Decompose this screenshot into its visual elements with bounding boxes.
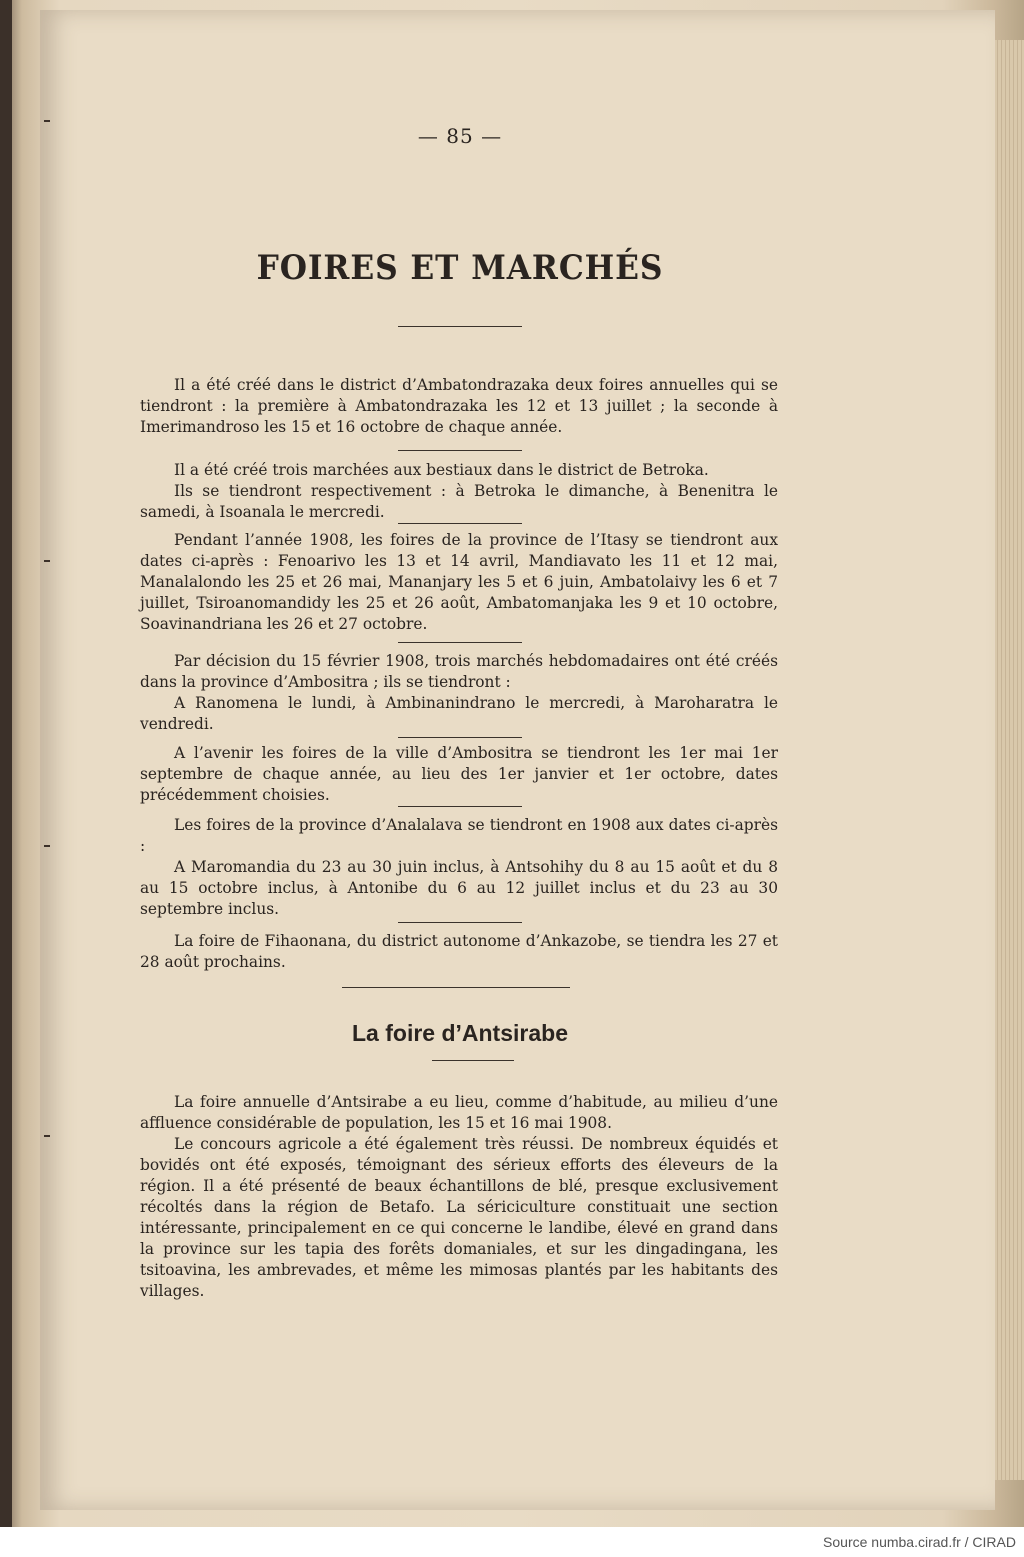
binding-thread-mark bbox=[44, 845, 50, 847]
binding-thread-mark bbox=[44, 560, 50, 562]
page-title: FOIRES ET MARCHÉS bbox=[256, 248, 664, 288]
paragraph-fihaonana: La foire de Fihaonana, du district autonome d’Ankazobe, se tiendra les 27 et 28 août prochains. bbox=[140, 932, 778, 971]
paragraph-divider bbox=[398, 642, 522, 643]
paragraph-ambatondrazaka: Il a été créé dans le district d’Ambatondrazaka deux foires annuelles qui se tiendront : la première à Ambatondrazaka les 12 et 13 juillet ; la seconde à Imerimandroso les 15 et 16 octobre de chaque année. bbox=[140, 376, 778, 436]
source-credit: Source numba.cirad.fr / CIRAD bbox=[823, 1534, 1016, 1550]
paragraph-ambositra-fairs: A l’avenir les foires de la ville d’Ambositra se tiendront les 1er mai 1er septembre de chaque année, au lieu des 1er janvier et 1er octobre, dates précédemment choisies. bbox=[140, 744, 778, 804]
section-title-underline bbox=[432, 1060, 514, 1061]
binding-thread-mark bbox=[44, 120, 50, 122]
paragraph-divider bbox=[398, 806, 522, 807]
binding-thread-mark bbox=[44, 1135, 50, 1137]
page-stack-edge bbox=[994, 40, 1024, 1480]
paragraph-ambositra-markets: Par décision du 15 février 1908, trois marchés hebdomadaires ont été créés dans la province d’Ambositra ; ils se tiendront : A Ranomena le lundi, à Ambinanindrano le mercredi, à Maroharatra le vendredi. bbox=[140, 652, 778, 733]
book-binding-edge bbox=[0, 0, 12, 1527]
paragraph-divider bbox=[398, 922, 522, 923]
paragraph-antsirabe: La foire annuelle d’Antsirabe a eu lieu, comme d’habitude, au milieu d’une affluence considérable de population, les 15 et 16 mai 1908. Le concours agricole a été également très réussi. De nombreux équidés et bovidés ont été exposés, témoignant des sérieux efforts des éleveurs de la région. Il a été présenté de beaux échantillons de blé, presque exclusivement récoltés dans la région de Betafo. La sériciculture constituait une section intéressante, principalement en ce qui concerne le landibe, élevé en grand dans la province sur les tapia des forêts domaniales, et sur les dingadingana, les tsitoavina, les ambrevades, et même les mimosas plantés par les habitants des villages. bbox=[140, 1093, 778, 1300]
page-number: — 85 — bbox=[417, 124, 503, 148]
title-divider bbox=[398, 326, 522, 327]
paragraph-divider bbox=[398, 523, 522, 524]
paragraph-itasy: Pendant l’année 1908, les foires de la province de l’Itasy se tiendront aux dates ci-après : Fenoarivo les 13 et 14 avril, Mandiavato les 11 et 12 mai, Manalalondo les 25 et 26 mai, Mananjary les 5 et 6 juin, Ambatolaivy les 6 et 7 juillet, Tsiroanomandidy les 25 et 26 août, Ambatomanjaka les 9 et 10 octobre, Soavinandriana les 26 et 27 octobre. bbox=[140, 531, 778, 633]
paragraph-divider bbox=[398, 450, 522, 451]
paragraph-analalava: Les foires de la province d’Analalava se tiendront en 1908 aux dates ci-après : A Maromandia du 23 au 30 juin inclus, à Antsohihy du 8 au 15 août et du 8 au 15 octobre inclus, à Antonibe du 6 au 12 juillet inclus et du 23 au 30 septembre inclus. bbox=[140, 816, 778, 918]
section-divider bbox=[342, 987, 570, 988]
section-title: La foire d’Antsirabe bbox=[352, 1020, 568, 1046]
paragraph-betroka: Il a été créé trois marchées aux bestiaux dans le district de Betroka. Ils se tiendront respectivement : à Betroka le dimanche, à Benenitra le samedi, à Isoanala le mercredi. bbox=[140, 461, 778, 521]
paragraph-divider bbox=[398, 737, 522, 738]
